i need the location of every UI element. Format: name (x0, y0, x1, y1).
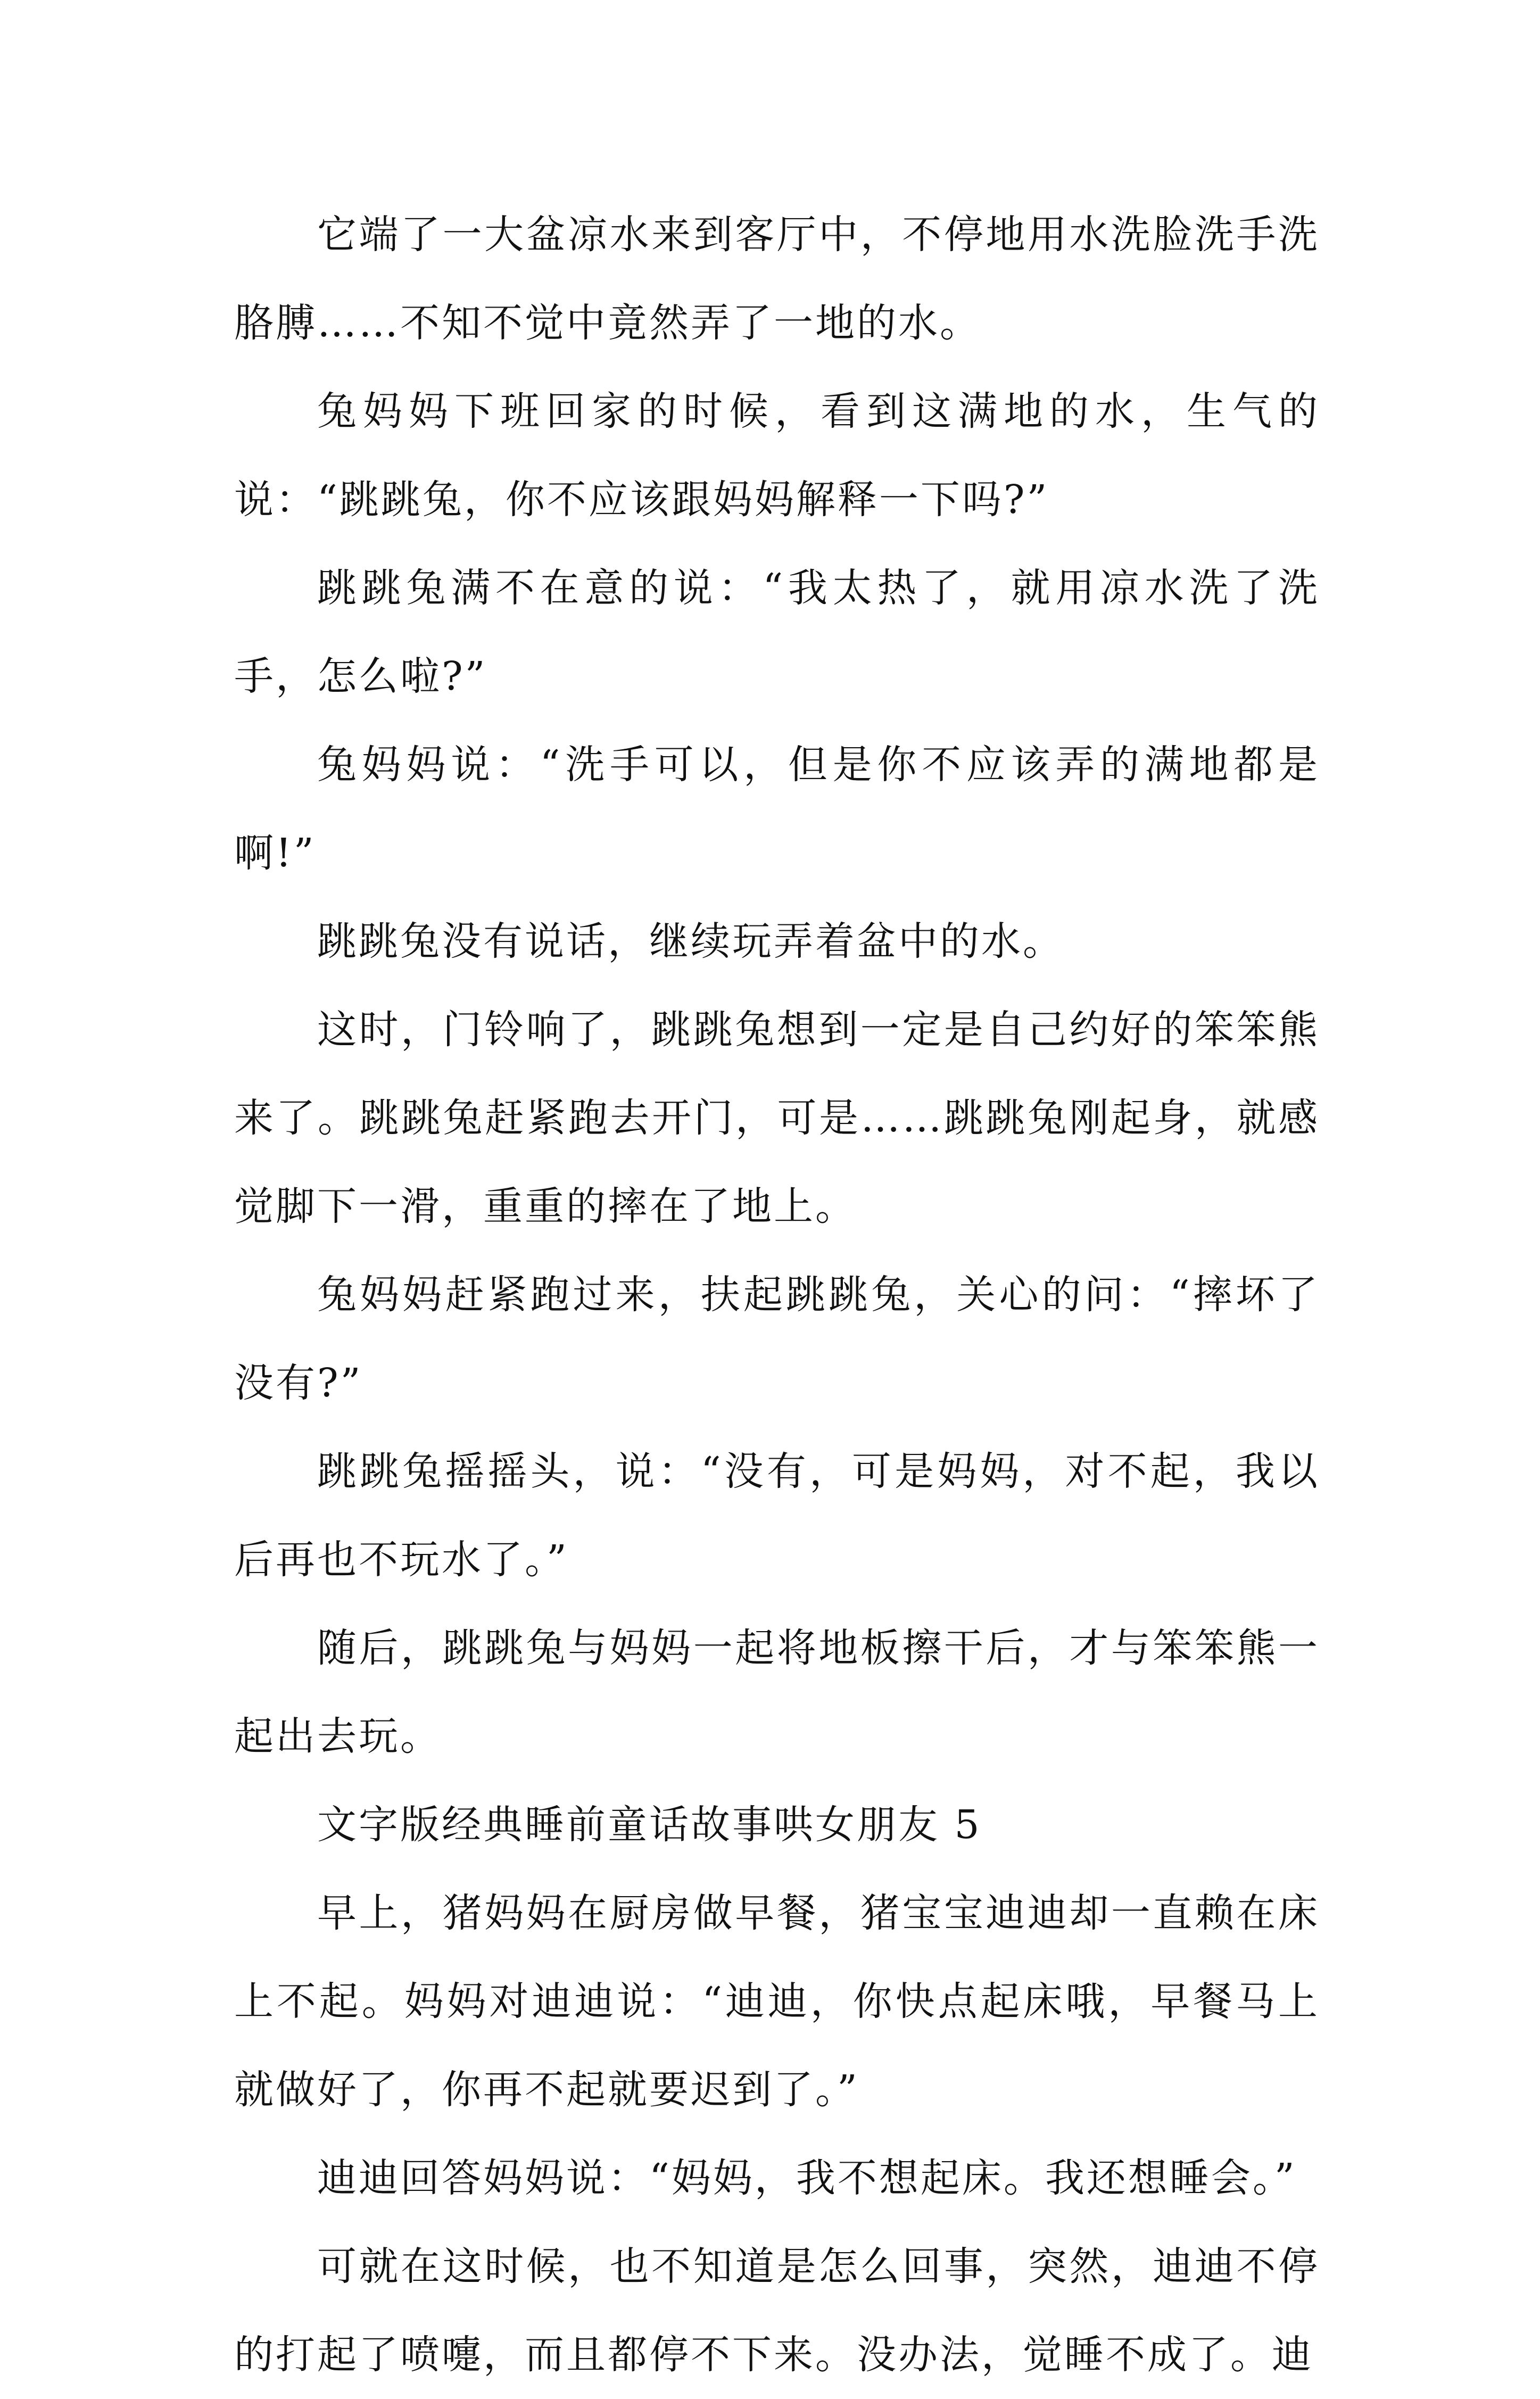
paragraph: 兔妈妈赶紧跑过来，扶起跳跳兔，关心的问：“摔坏了没有?” (234, 1272, 1320, 1406)
paragraph: 跳跳兔摇摇头，说：“没有，可是妈妈，对不起，我以后再也不玩水了。” (234, 1449, 1320, 1583)
section-heading: 文字版经典睡前童话故事哄女朋友 5 (317, 1802, 982, 1848)
document-body (234, 191, 1320, 2399)
paragraph: 兔妈妈下班回家的时候，看到这满地的水，生气的说：“跳跳兔，你不应该跟妈妈解释一下吗?” (234, 388, 1320, 523)
paragraph: 这时，门铃响了，跳跳兔想到一定是自己约好的笨笨熊来了。跳跳兔赶紧跑去开门，可是……跳跳兔刚起身，就感觉脚下一滑，重重的摔在了地上。 (234, 1007, 1320, 1229)
paragraph: 可就在这时候，也不知道是怎么回事，突然，迪迪不停的打起了喷嚏，而且都停不下来。没办法，觉睡不成了。迪 (234, 2244, 1320, 2378)
paragraph: 随后，跳跳兔与妈妈一起将地板擦干后，才与笨笨熊一起出去玩。 (234, 1625, 1320, 1759)
paragraph: 跳跳兔没有说话，继续玩弄着盆中的水。 (317, 919, 1064, 964)
paragraph: 它端了一大盆凉水来到客厅中，不停地用水洗脸洗手洗胳膊……不知不觉中竟然弄了一地的水。 (234, 212, 1320, 346)
paragraph: 兔妈妈说：“洗手可以，但是你不应该弄的满地都是啊!” (234, 742, 1320, 876)
paragraph: 跳跳兔满不在意的说：“我太热了，就用凉水洗了洗手，怎么啦?” (234, 565, 1320, 699)
paragraph: 早上，猪妈妈在厨房做早餐，猪宝宝迪迪却一直赖在床上不起。妈妈对迪迪说：“迪迪，你快点起床哦，早餐马上就做好了，你再不起就要迟到了。” (234, 1890, 1320, 2113)
paragraph: 迪迪回答妈妈说：“妈妈，我不想起床。我还想睡会。” (317, 2155, 1297, 2201)
